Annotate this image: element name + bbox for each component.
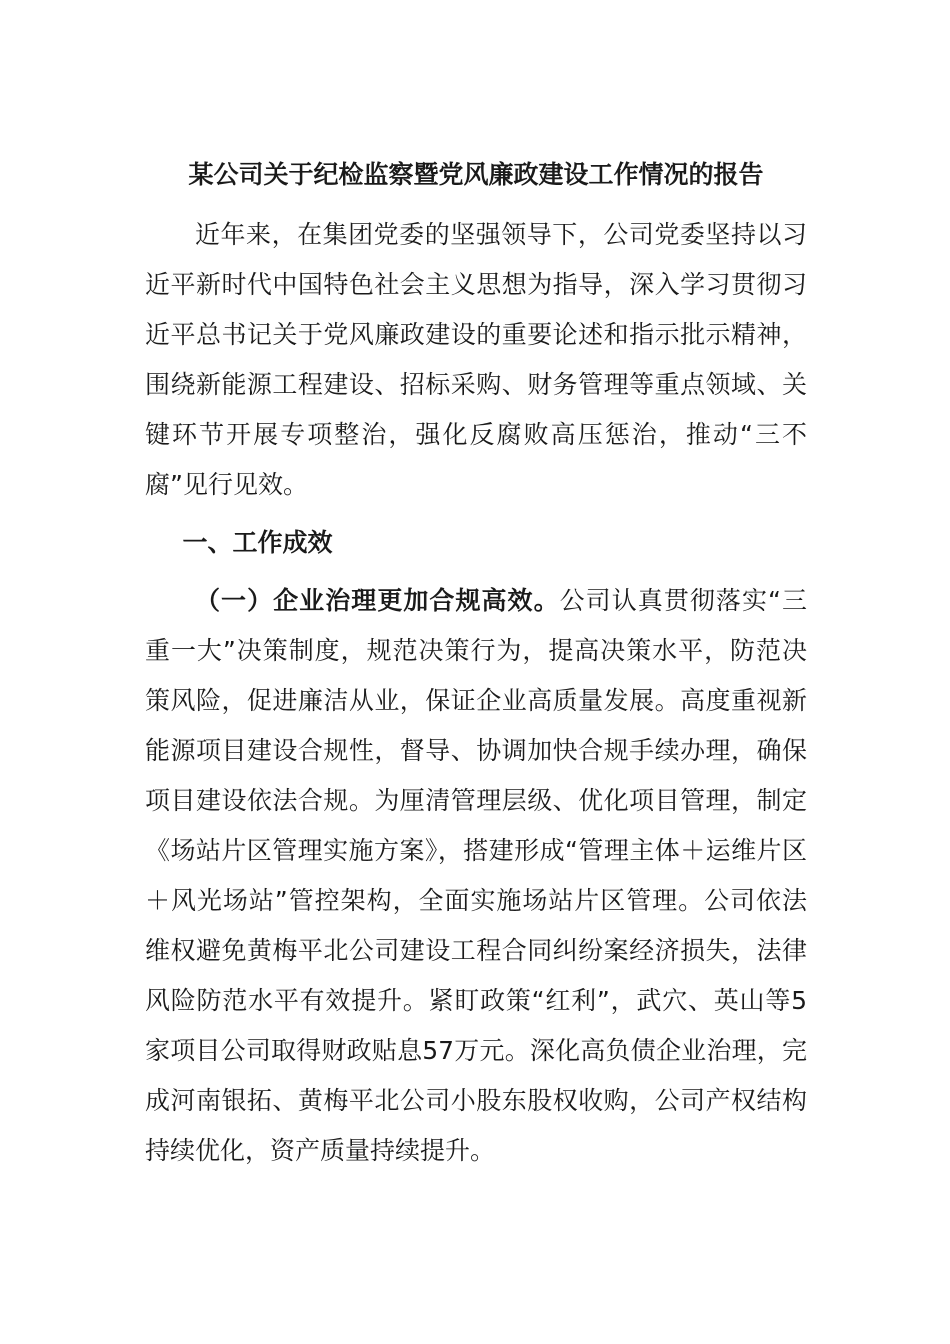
section-paragraph-governance: [145, 576, 807, 1176]
section-heading-achievements: 一、工作成效: [182, 528, 333, 557]
document-title: 某公司关于纪检监察暨党风廉政建设工作情况的报告: [188, 160, 764, 189]
document-page: [145, 150, 807, 1176]
intro-paragraph: 近年来，在集团党委的坚强领导下，公司党委坚持以习近平新时代中国特色社会主义思想为指导，深入学习贯彻习近平总书记关于党风廉政建设的重要论述和指示批示精神，围绕新能源工程建设、招标采购、财务管理等重点领域、关键环节开展专项整治，强化反腐败高压惩治，推动“三不腐”见行见效。: [145, 220, 807, 499]
paragraph-body-text: 公司认真贯彻落实“三重一大”决策制度，规范决策行为，提高决策水平，防范决策风险，促进廉洁从业，保证企业高质量发展。高度重视新能源项目建设合规性，督导、协调加快合规手续办理，确保项目建设依法合规。为厘清管理层级、优化项目管理，制定《场站片区管理实施方案》，搭建形成“管理主体＋运维片区＋风光场站”管控架构，全面实施场站片区管理。公司依法维权避免黄梅平北公司建设工程合同纠纷案经济损失，法律风险防范水平有效提升。紧盯政策“红利”，武穴、英山等5家项目公司取得财政贴息57万元。深化高负债企业治理，完成河南银拓、黄梅平北公司小股东股权收购，公司产权结构持续优化，资产质量持续提升。: [145, 586, 807, 1165]
paragraph-lead-heading: （一）企业治理更加合规高效。: [195, 586, 560, 615]
